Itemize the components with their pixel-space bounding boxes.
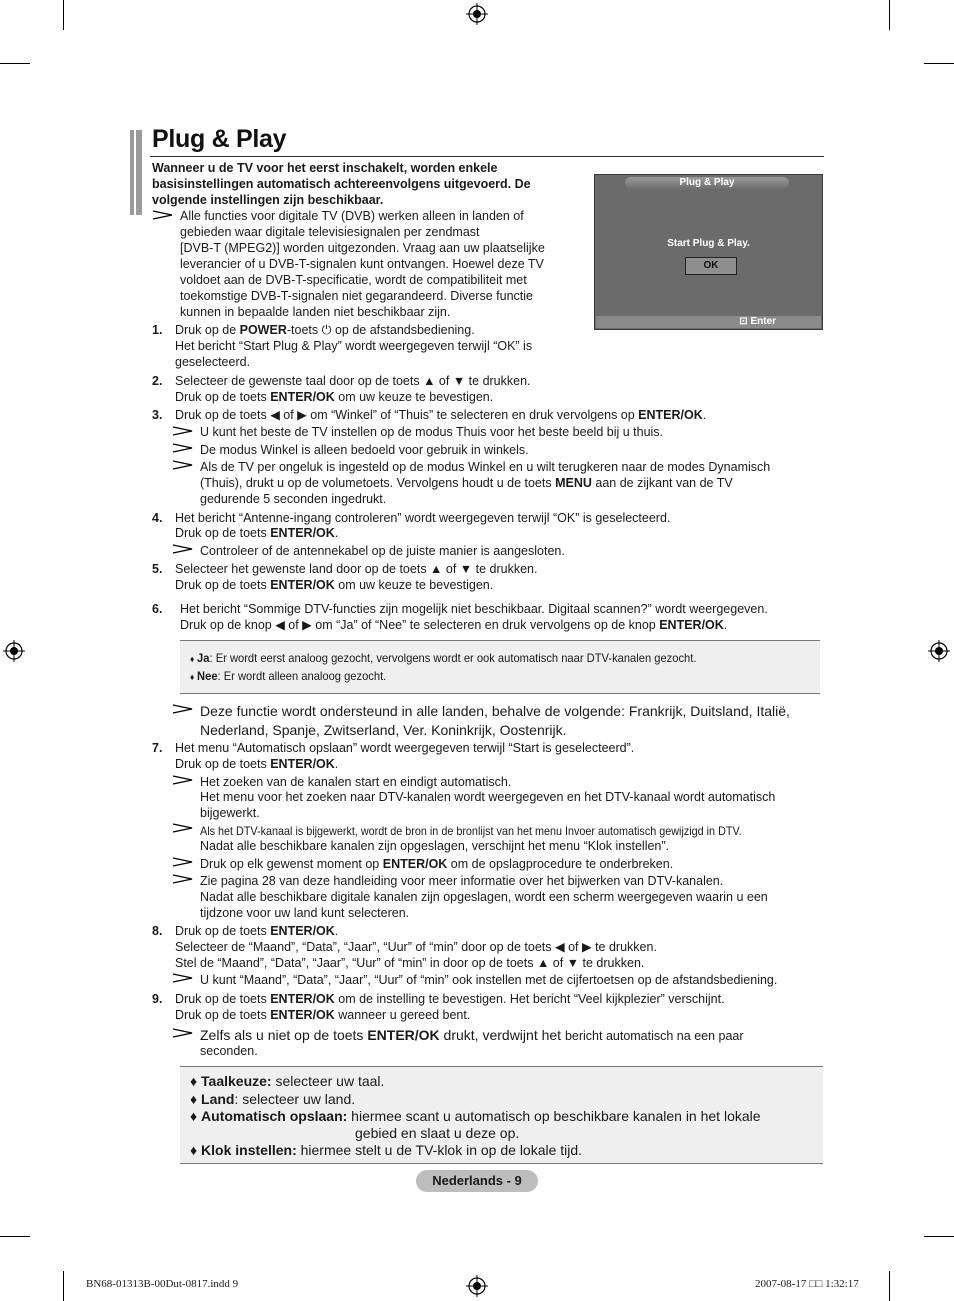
step-text: Het menu “Automatisch opslaan” wordt weergegeven terwijl “Start is geselecteerd”. [175, 741, 635, 755]
note-arrow-icon [172, 874, 194, 884]
note-dvb-line: [DVB-T (MPEG2)] worden uitgezonden. Vraag aan uw plaatselijke [180, 241, 545, 255]
summary-item: ♦ Automatisch opslaan: hiermee scant u automatisch op beschikbare kanalen in het lokale [190, 1108, 761, 1124]
osd-ok-button[interactable]: OK [685, 257, 737, 275]
note-text: Als de TV per ongeluk is ingesteld op de modus Winkel en u wilt terugkeren naar de modes Dynamisch [200, 460, 771, 474]
note-text: seconden. [200, 1044, 258, 1058]
crop-mark [889, 1271, 890, 1301]
step-text: Druk op de toets ENTER/OK om de instelling te bevestigen. Het bericht “Veel kijkplezier” verschijnt. [175, 992, 725, 1006]
crop-mark [924, 63, 954, 64]
crop-mark [924, 1236, 954, 1237]
note-text: De modus Winkel is alleen bedoeld voor gebruik in winkels. [200, 443, 529, 457]
diamond-bullet-icon: ♦ [190, 672, 195, 682]
option-item: ♦ Nee: Er wordt alleen analoog gezocht. [190, 669, 387, 683]
title-side-bar [130, 130, 142, 215]
note-arrow-icon [172, 426, 194, 436]
intro-text: Wanneer u de TV voor het eerst inschakelt, worden enkele basisinstellingen automatisch achtereenvolgens uitgevoerd. De volgende instellingen zijn beschikbaar. [152, 161, 531, 207]
note-text: Nadat alle beschikbare kanalen zijn opgeslagen, verschijnt het menu “Klok instellen”. [200, 839, 670, 853]
note-text: tijdzone voor uw land kunt selecteren. [200, 906, 410, 920]
note-text: (Thuis), drukt u op de volumetoets. Vervolgens houdt u de toets MENU aan de zijkant van de TV [200, 476, 733, 490]
registration-mark-icon [3, 640, 25, 662]
note-arrow-icon [172, 1028, 194, 1038]
note-text: Druk op elk gewenst moment op ENTER/OK om de opslagprocedure te onderbreken. [200, 857, 674, 871]
crop-mark [0, 63, 30, 64]
step-text: Selecteer het gewenste land door op de toets ▲ of ▼ te drukken. [175, 562, 538, 576]
summary-item: gebied en slaat u deze op. [355, 1125, 520, 1141]
summary-item: ♦ Land: selecteer uw land. [190, 1091, 356, 1107]
note-text: Nederland, Spanje, Zwitserland, Ver. Koninkrijk, Oostenrijk. [200, 722, 567, 738]
diamond-bullet-icon: ♦ [190, 1091, 202, 1107]
diamond-bullet-icon: ♦ [190, 1108, 202, 1124]
note-arrow-icon [172, 704, 194, 714]
note-dvb-line: voldoet aan de DVB-T-specificatie, wordt de compatibiliteit met [180, 273, 527, 287]
step-text: Druk op de toets ◀ of ▶ om “Winkel” of “Thuis” te selecteren en druk vervolgens op ENTER/OK. [175, 408, 707, 422]
note-text: Als het DTV-kanaal is bijgewerkt, wordt de bron in de bronlijst van het menu Invoer automatisch gewijzigd in DTV. [200, 824, 742, 838]
registration-mark-icon [928, 640, 950, 662]
step-text: Druk op de knop ◀ of ▶ om “Ja” of “Nee” te selecteren en druk vervolgens op de knop ENTER/OK. [180, 618, 728, 632]
note-text: U kunt het beste de TV instellen op de modus Thuis voor het beste beeld bij u thuis. [200, 425, 664, 439]
note-dvb-line: leverancier of u DVB-T-signalen kunt ontvangen. Hoewel deze TV [180, 257, 544, 271]
note-arrow-icon [172, 460, 194, 470]
step-number: 4. [152, 511, 163, 525]
page-title: Plug & Play [152, 125, 287, 153]
step-text: Het bericht “Start Plug & Play” wordt weergegeven terwijl “OK” is [175, 339, 533, 353]
step-number: 5. [152, 562, 163, 576]
note-text: U kunt “Maand”, “Data”, “Jaar”, “Uur” of “min” ook instellen met de cijfertoetsen op de afstandsbediening. [200, 973, 778, 987]
step-text: Het bericht “Antenne-ingang controleren” wordt weergegeven terwijl “OK” is geselecteerd. [175, 511, 671, 525]
note-text: Het menu voor het zoeken naar DTV-kanalen wordt weergegeven en het DTV-kanaal wordt automatisch [200, 790, 776, 804]
note-arrow-icon [172, 973, 194, 983]
note-arrow-icon [172, 443, 194, 453]
registration-mark-icon [466, 1275, 488, 1297]
note-arrow-icon [172, 544, 194, 554]
note-arrow-icon [152, 210, 174, 220]
note-text: bijgewerkt. [200, 806, 260, 820]
step-text: Het bericht “Sommige DTV-functies zijn mogelijk niet beschikbaar. Digitaal scannen?” wordt weergegeven. [180, 602, 768, 616]
step-number: 2. [152, 374, 163, 388]
osd-footer [596, 316, 821, 328]
note-text: Deze functie wordt ondersteund in alle landen, behalve de volgende: Frankrijk, Duitsland, Italië, [200, 703, 790, 719]
note-arrow-icon [172, 775, 194, 785]
crop-mark [889, 0, 890, 30]
note-arrow-icon [172, 823, 194, 833]
osd-enter-label: Enter [750, 316, 776, 327]
osd-message: Start Plug & Play. [667, 238, 750, 249]
step-text: Selecteer de “Maand”, “Data”, “Jaar”, “Uur” of “min” door op de toets ◀ of ▶ te drukken. [175, 940, 657, 954]
crop-mark [0, 1236, 30, 1237]
note-text: Zelfs als u niet op de toets ENTER/OK drukt, verdwijnt het bericht automatisch na een paar [200, 1027, 744, 1043]
registration-mark-icon [466, 3, 488, 25]
options-box [180, 640, 820, 694]
diamond-bullet-icon: ♦ [190, 654, 195, 664]
diamond-bullet-icon: ♦ [190, 1142, 202, 1158]
note-text: Controleer of de antennekabel op de juiste manier is aangesloten. [200, 544, 565, 558]
summary-item: ♦ Taalkeuze: selecteer uw taal. [190, 1073, 385, 1089]
note-dvb-line: Alle functies voor digitale TV (DVB) werken alleen in landen of [180, 209, 524, 223]
enter-icon: ⊡ [739, 316, 751, 327]
summary-item: ♦ Klok instellen: hiermee stelt u de TV-klok in op de lokale tijd. [190, 1142, 583, 1158]
step-number: 6. [152, 602, 163, 616]
step-text: Druk op de toets ENTER/OK. [175, 924, 339, 938]
step-text: Druk op de POWER-toets ⏻ op de afstandsbediening. [175, 323, 475, 337]
step-text: Druk op de toets ENTER/OK. [175, 526, 339, 540]
file-slug: BN68-01313B-00Dut-0817.indd 9 [86, 1278, 239, 1290]
step-text: Druk op de toets ENTER/OK om uw keuze te bevestigen. [175, 578, 494, 592]
step-text: Stel de “Maand”, “Data”, “Jaar”, “Uur” of “min” in door op de toets ▲ of ▼ te drukken. [175, 956, 645, 970]
diamond-bullet-icon: ♦ [190, 1073, 202, 1089]
osd-screen [594, 174, 823, 330]
step-text: Druk op de toets ENTER/OK om uw keuze te bevestigen. [175, 390, 494, 404]
note-dvb-line: gebieden waar digitale televisiesignalen per zendmast [180, 225, 480, 239]
note-arrow-icon [172, 857, 194, 867]
step-text: Druk op de toets ENTER/OK wanneer u gereed bent. [175, 1008, 471, 1022]
step-number: 7. [152, 741, 163, 755]
crop-mark [63, 1271, 64, 1301]
crop-mark [63, 0, 64, 30]
step-number: 1. [152, 323, 163, 337]
step-text: Selecteer de gewenste taal door op de toets ▲ of ▼ te drukken. [175, 374, 531, 388]
note-dvb-line: toekomstige DVB-T-signalen niet gegarandeerd. Diverse functie [180, 289, 533, 303]
step-text: Druk op de toets ENTER/OK. [175, 757, 339, 771]
osd-title: Plug & Play [625, 177, 789, 189]
note-dvb-line: kunnen in bepaalde landen niet beschikbaar zijn. [180, 305, 451, 319]
page-number-badge: Nederlands - 9 [416, 1170, 538, 1192]
step-number: 9. [152, 992, 163, 1006]
date-slug: 2007-08-17 □□ 1:32:17 [755, 1278, 859, 1290]
note-text: gedurende 5 seconden ingedrukt. [200, 492, 387, 506]
step-number: 3. [152, 408, 163, 422]
note-text: Zie pagina 28 van deze handleiding voor meer informatie over het bijwerken van DTV-kanalen. [200, 874, 724, 888]
power-icon: ⏻ [321, 323, 332, 337]
note-text: Nadat alle beschikbare digitale kanalen zijn opgeslagen, wordt een scherm weergegeven waarin u een [200, 890, 768, 904]
step-text: geselecteerd. [175, 355, 251, 369]
option-item: ♦ Ja: Er wordt eerst analoog gezocht, vervolgens wordt er ook automatisch naar DTV-kanalen gezocht. [190, 651, 697, 665]
step-number: 8. [152, 924, 163, 938]
note-text: Het zoeken van de kanalen start en eindigt automatisch. [200, 775, 512, 789]
title-divider [150, 156, 824, 157]
